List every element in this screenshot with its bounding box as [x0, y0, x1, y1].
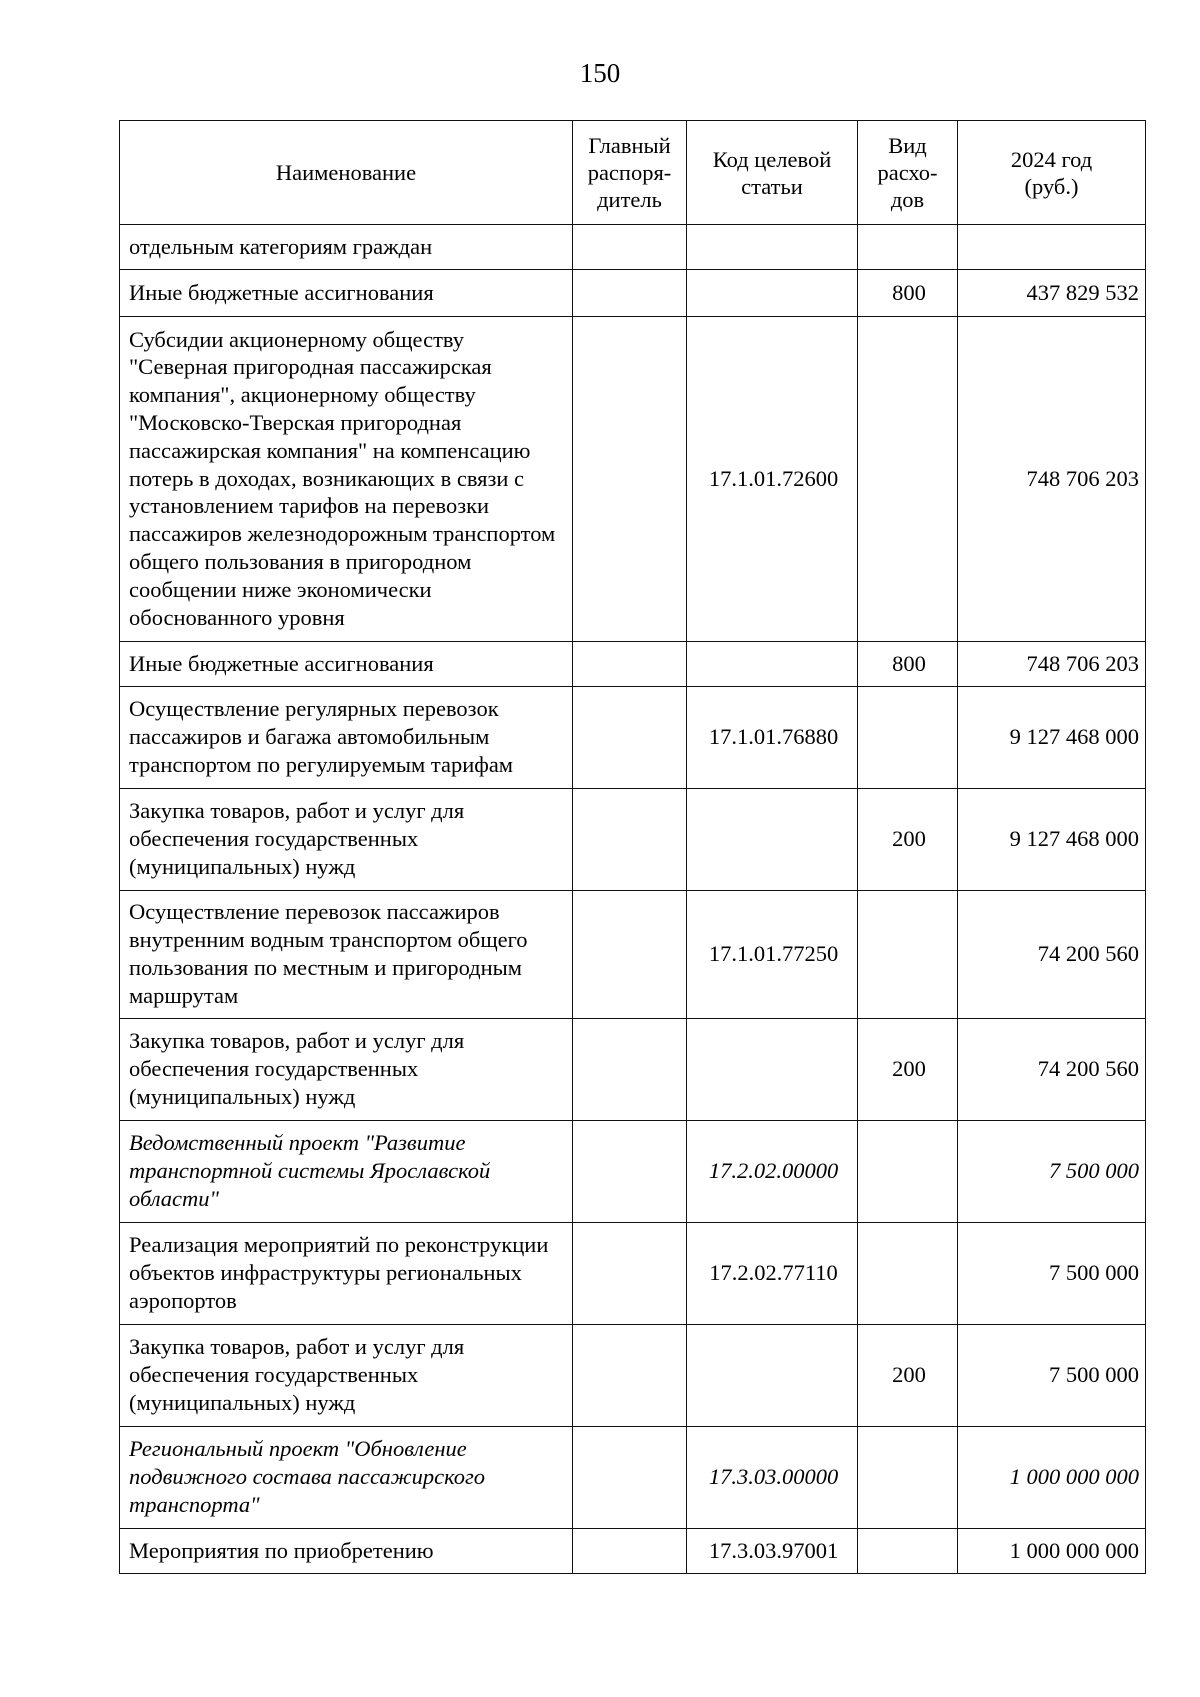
header-code: Код целевой статьи [687, 121, 858, 225]
row-sum: 748 706 203 [958, 317, 1146, 642]
row-vid [858, 687, 958, 789]
table-row [120, 1427, 1146, 1529]
row-name: Осуществление регулярных перевозок пассажиров и багажа автомобильным транспортом по регулируемым тарифам [120, 687, 573, 789]
row-code: 17.3.03.97001 [687, 1529, 858, 1574]
row-name: Закупка товаров, работ и услуг для обеспечения государственных (муниципальных) нужд [120, 1019, 573, 1121]
table-row [120, 317, 1146, 642]
header-grbs: Главный распоря- дитель [573, 121, 687, 225]
table-row [120, 1223, 1146, 1325]
row-code [687, 1019, 858, 1121]
row-vid [858, 225, 958, 270]
row-sum: 7 500 000 [958, 1325, 1146, 1427]
row-name: Осуществление перевозок пассажиров внутренним водным транспортом общего пользования по местным и пригородным маршрутам [120, 891, 573, 1019]
row-sum: 74 200 560 [958, 1019, 1146, 1121]
row-grbs [573, 1019, 687, 1121]
row-sum: 7 500 000 [958, 1121, 1146, 1223]
row-code: 17.2.02.00000 [687, 1121, 858, 1223]
row-vid [858, 1121, 958, 1223]
row-grbs [573, 317, 687, 642]
row-name: Реализация мероприятий по реконструкции объектов инфраструктуры региональных аэропортов [120, 1223, 573, 1325]
table-row [120, 1529, 1146, 1574]
header-sum: 2024 год (руб.) [958, 121, 1146, 225]
row-code: 17.3.03.00000 [687, 1427, 858, 1529]
row-vid [858, 317, 958, 642]
row-vid: 800 [858, 270, 958, 317]
row-code: 17.2.02.77110 [687, 1223, 858, 1325]
row-vid [858, 1223, 958, 1325]
table-row [120, 891, 1146, 1019]
row-grbs [573, 1529, 687, 1574]
row-code [687, 270, 858, 317]
row-sum: 9 127 468 000 [958, 687, 1146, 789]
row-sum: 1 000 000 000 [958, 1427, 1146, 1529]
row-grbs [573, 1223, 687, 1325]
table-row [120, 1325, 1146, 1427]
row-grbs [573, 225, 687, 270]
table-row [120, 270, 1146, 317]
row-code [687, 789, 858, 891]
table-row [120, 642, 1146, 687]
row-vid: 200 [858, 1325, 958, 1427]
row-grbs [573, 1121, 687, 1223]
table-row [120, 1019, 1146, 1121]
row-vid: 200 [858, 789, 958, 891]
row-code [687, 1325, 858, 1427]
row-grbs [573, 1325, 687, 1427]
row-sum: 1 000 000 000 [958, 1529, 1146, 1574]
row-sum: 9 127 468 000 [958, 789, 1146, 891]
row-name: Иные бюджетные ассигнования [120, 270, 573, 317]
row-code: 17.1.01.77250 [687, 891, 858, 1019]
table-row [120, 789, 1146, 891]
header-vid: Вид расхо- дов [858, 121, 958, 225]
row-grbs [573, 789, 687, 891]
header-name: Наименование [120, 121, 573, 225]
row-name: Закупка товаров, работ и услуг для обеспечения государственных (муниципальных) нужд [120, 1325, 573, 1427]
row-sum: 74 200 560 [958, 891, 1146, 1019]
row-name: Закупка товаров, работ и услуг для обеспечения государственных (муниципальных) нужд [120, 789, 573, 891]
row-name: Ведомственный проект "Развитие транспортной системы Ярославской области" [120, 1121, 573, 1223]
page-number: 150 [579, 58, 621, 88]
row-grbs [573, 891, 687, 1019]
row-name: отдельным категориям граждан [120, 225, 573, 270]
row-grbs [573, 687, 687, 789]
row-name: Региональный проект "Обновление подвижного состава пассажирского транспорта" [120, 1427, 573, 1529]
row-code: 17.1.01.72600 [687, 317, 858, 642]
row-vid [858, 1427, 958, 1529]
row-sum [958, 225, 1146, 270]
row-vid: 800 [858, 642, 958, 687]
row-code [687, 642, 858, 687]
row-code [687, 225, 858, 270]
row-sum: 7 500 000 [958, 1223, 1146, 1325]
row-vid: 200 [858, 1019, 958, 1121]
row-name: Иные бюджетные ассигнования [120, 642, 573, 687]
table-header-row [120, 121, 1146, 225]
table-row [120, 225, 1146, 270]
row-grbs [573, 642, 687, 687]
row-vid [858, 1529, 958, 1574]
row-name: Мероприятия по приобретению [120, 1529, 573, 1574]
row-grbs [573, 270, 687, 317]
table-row [120, 1121, 1146, 1223]
row-name: Субсидии акционерному обществу "Северная пригородная пассажирская компания", акционерному обществу "Московско-Тверская пригородная пассажирская компания" на компенсацию потерь в доходах, возникающих в связи с установлением тарифов на перевозки пассажиров железнодорожным транспортом общего пользования в пригородном сообщении ниже экономически обоснованного уровня [120, 317, 573, 642]
row-vid [858, 891, 958, 1019]
row-sum: 748 706 203 [958, 642, 1146, 687]
row-sum: 437 829 532 [958, 270, 1146, 317]
row-grbs [573, 1427, 687, 1529]
budget-table [119, 120, 1146, 1574]
row-code: 17.1.01.76880 [687, 687, 858, 789]
table-row [120, 687, 1146, 789]
